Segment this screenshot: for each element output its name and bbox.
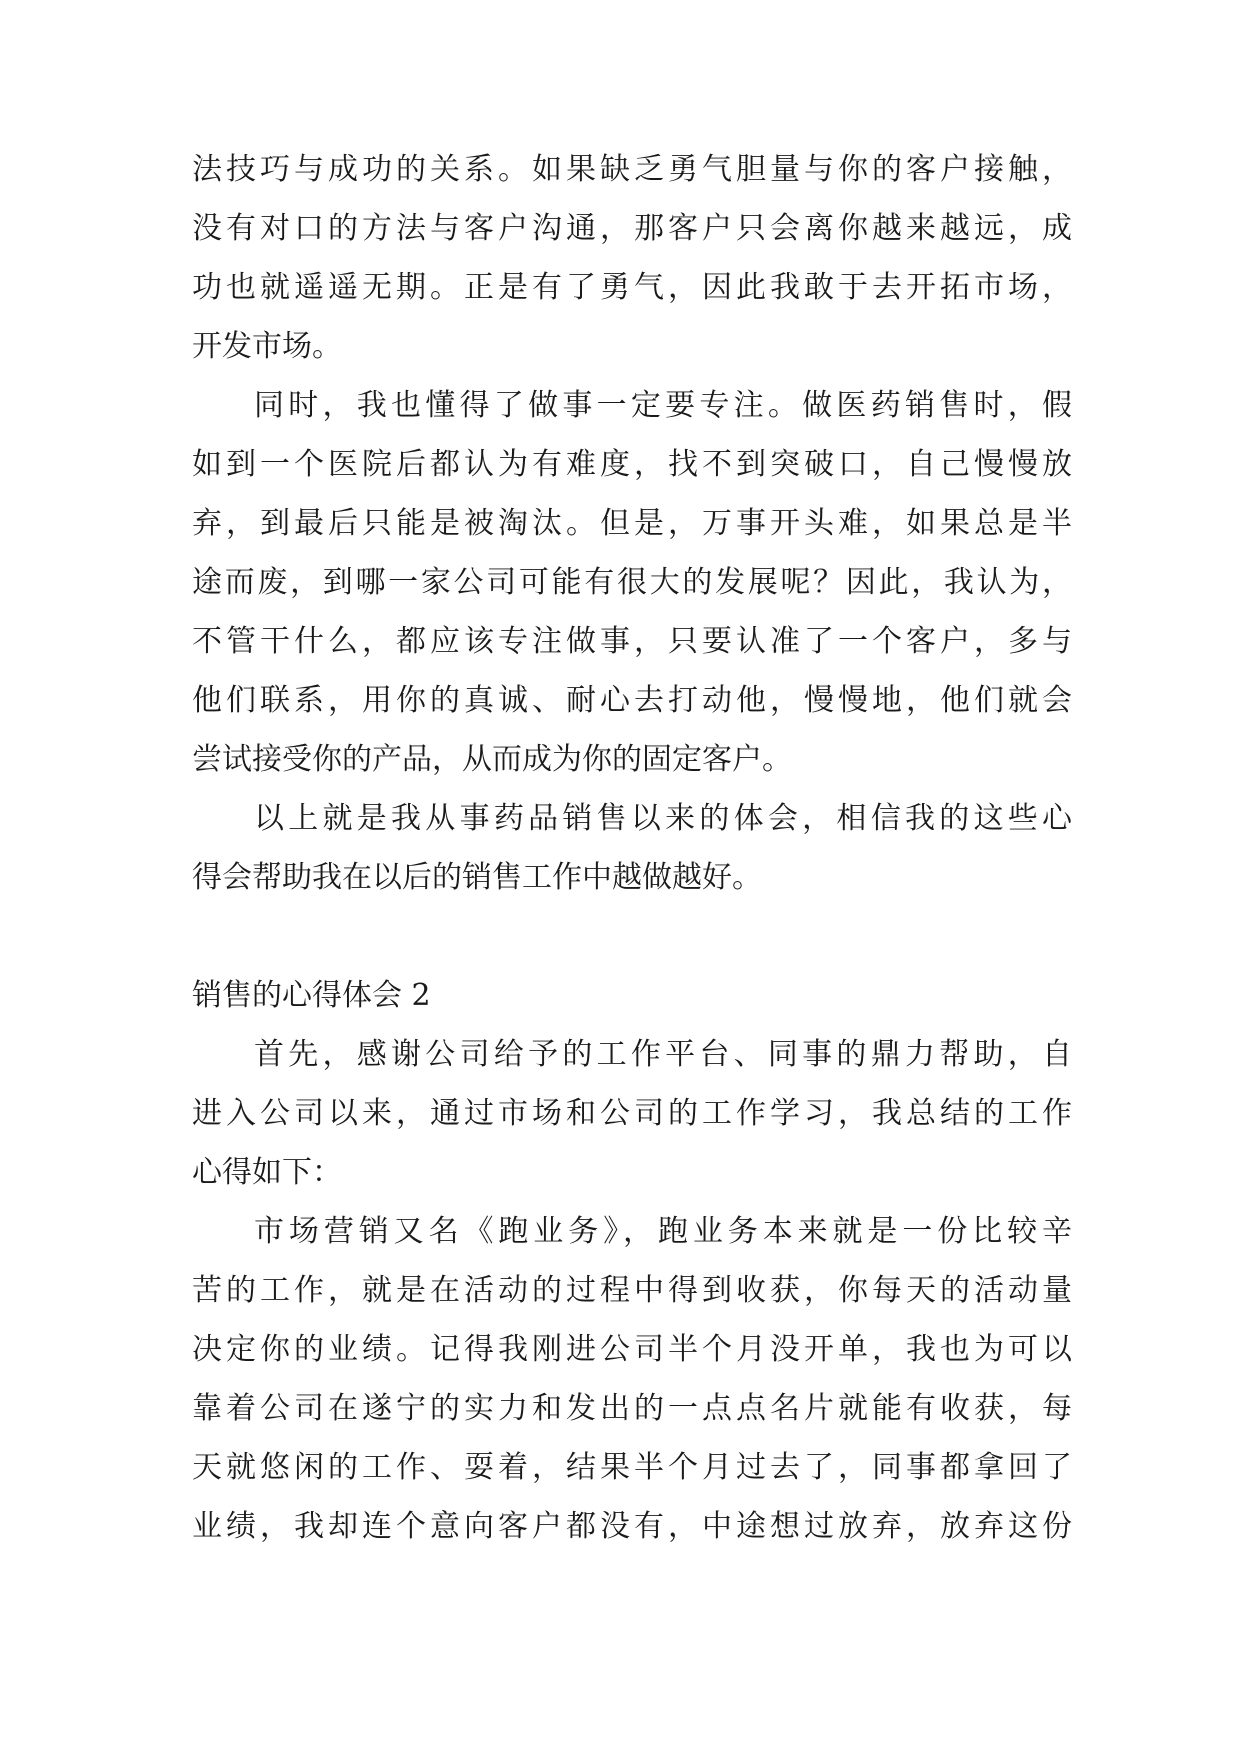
paragraph-line: 进入公司以来，通过市场和公司的工作学习，我总结的工作 [192,1096,1072,1131]
paragraph-line: 心得如下： [192,1155,342,1190]
paragraph-line: 以上就是我从事药品销售以来的体会，相信我的这些心 [254,801,1072,836]
paragraph-line: 靠着公司在遂宁的实力和发出的一点点名片就能有收获，每 [192,1391,1072,1426]
paragraph-line: 市场营销又名《跑业务》，跑业务本来就是一份比较辛 [254,1214,1072,1249]
paragraph-line: 决定你的业绩。记得我刚进公司半个月没开单，我也为可以 [192,1332,1072,1367]
paragraph-line: 没有对口的方法与客户沟通，那客户只会离你越来越远，成 [192,211,1072,246]
paragraph-line: 途而废，到哪一家公司可能有很大的发展呢？因此，我认为， [192,565,1072,600]
paragraph-line: 开发市场。 [192,329,342,364]
paragraph-line: 如到一个医院后都认为有难度，找不到突破口，自己慢慢放 [192,447,1072,482]
paragraph-line: 他们联系，用你的真诚、耐心去打动他，慢慢地，他们就会 [192,683,1072,718]
paragraph-line: 不管干什么，都应该专注做事，只要认准了一个客户，多与 [192,624,1072,659]
section-heading: 销售的心得体会 2 [192,978,431,1013]
paragraph-line: 功也就遥遥无期。正是有了勇气，因此我敢于去开拓市场， [192,270,1072,305]
paragraph-line: 苦的工作，就是在活动的过程中得到收获，你每天的活动量 [192,1273,1072,1308]
paragraph-line: 弃，到最后只能是被淘汰。但是，万事开头难，如果总是半 [192,506,1072,541]
paragraph-line: 业绩，我却连个意向客户都没有，中途想过放弃，放弃这份 [192,1509,1072,1544]
paragraph-line: 同时，我也懂得了做事一定要专注。做医药销售时，假 [254,388,1072,423]
paragraph-line: 尝试接受你的产品，从而成为你的固定客户。 [192,742,792,777]
paragraph-line: 天就悠闲的工作、耍着，结果半个月过去了，同事都拿回了 [192,1450,1072,1485]
paragraph-line: 得会帮助我在以后的销售工作中越做越好。 [192,860,762,895]
paragraph-line: 法技巧与成功的关系。如果缺乏勇气胆量与你的客户接触， [192,152,1072,187]
paragraph-line: 首先，感谢公司给予的工作平台、同事的鼎力帮助，自 [254,1037,1072,1072]
